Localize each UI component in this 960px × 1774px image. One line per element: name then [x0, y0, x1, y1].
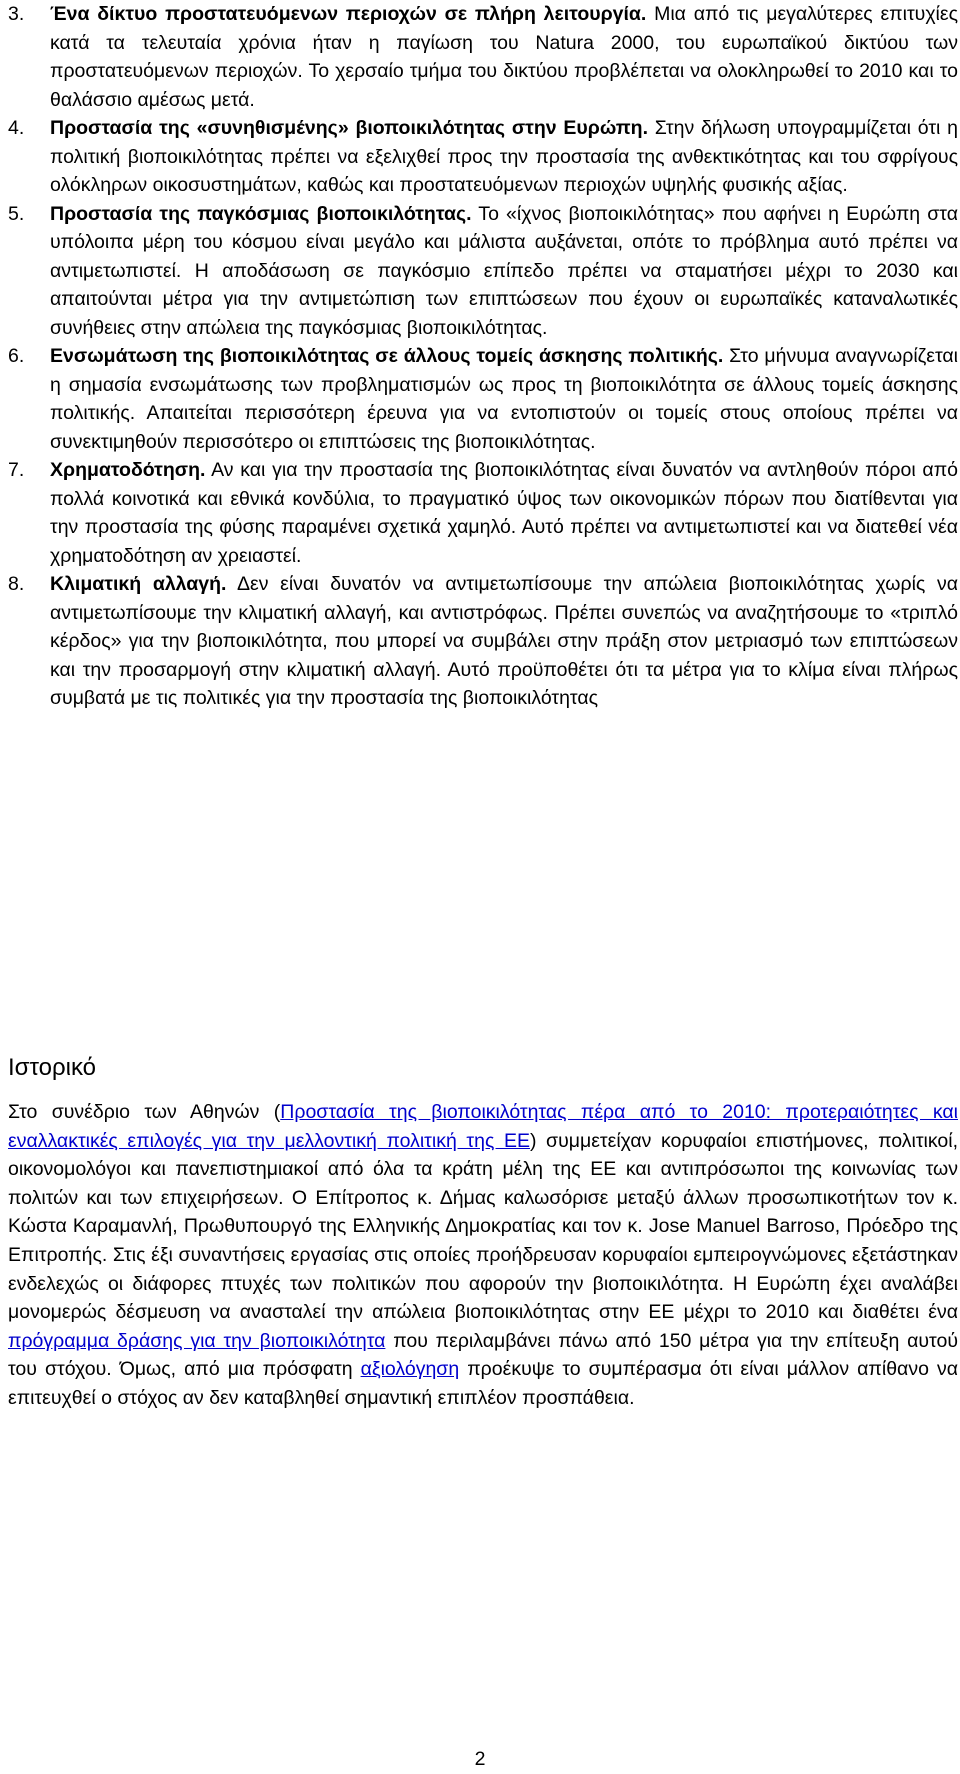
item-number: 4. [8, 117, 25, 139]
item-body: Δεν είναι δυνατόν να αντιμετωπίσουμε την απώλεια βιοποικιλότητας χωρίς να αντιμετωπίσουμε την κλιματική αλλαγή, και αντιστρόφως. Πρέπει συνεπώς να αναζητήσουμε το «τριπλό κέρδος» για την βιοποικιλότητα, που μπορεί να συμβάλει στην πράξη στον μετριασμό των επιπτώσεων και την προσαρμογή στην κλιματική αλλαγή. Αυτό προϋποθέτει ότι τα μέτρα για το κλίμα είναι πλήρως συμβατά με τις πολιτικές για την προστασία της βιοποικιλότητας [50, 573, 959, 709]
list-item [8, 114, 958, 200]
item-number: 7. [8, 459, 25, 481]
item-body: Στο μήνυμα αναγνωρίζεται η σημασία ενσωμάτωσης των προβληματισμών ως προς τη βιοποικιλότητα σε άλλους τομείς άσκησης πολιτικής. Απαιτείται περισσότερη έρευνα για να εντοπιστούν οι τομείς στους οποίους πρέπει να συνεκτιμηθούν περισσότερο οι επιπτώσεις της βιοποικιλότητας. [50, 345, 959, 453]
item-text [50, 114, 958, 200]
evaluation-link[interactable]: αξιολόγηση [360, 1358, 460, 1381]
item-text [50, 200, 958, 343]
conference-link[interactable]: Προστασία της βιοποικιλότητας πέρα από το 2010: προτεραιότητες και εναλλακτικές επιλογές για την μελλοντική πολιτική της ΕΕ [8, 1101, 958, 1152]
list-item [8, 456, 958, 570]
item-number: 3. [8, 3, 25, 25]
item-number: 5. [8, 202, 25, 225]
item-title: Ένα δίκτυο προστατευόμενων περιοχών σε πλήρη λειτουργία. [50, 3, 647, 25]
list-item [8, 0, 958, 114]
history-paragraph [8, 1098, 958, 1413]
item-number: 8. [8, 573, 25, 595]
item-title: Ενσωμάτωση της βιοποικιλότητας σε άλλους τομείς άσκησης πολιτικής. [50, 345, 724, 367]
list-item [8, 200, 958, 343]
item-title: Χρηματοδότηση. [50, 459, 206, 481]
item-body: Μια από τις μεγαλύτερες επιτυχίες κατά τα τελευταία χρόνια ήταν η παγίωση του Natura 2000, του ευρωπαϊκού δικτύου των προστατευόμενων περιοχών. Το χερσαίο τμήμα του δικτύου προβλέπεται να ολοκληρωθεί το 2010 και το θαλάσσιο αμέσως μετά. [50, 3, 958, 111]
numbered-list [8, 0, 958, 713]
history-text: ) συμμετείχαν κορυφαίοι επιστήμονες, πολιτικοί, οικονομολόγοι και πανεπιστημιακοί από όλα τα κράτη μέλη της ΕΕ και αντιπρόσωποι της κοινωνίας των πολιτών και των επιχειρήσεων. Ο Επίτροπος κ. Δήμας καλωσόρισε μεταξύ άλλων προσωπικοτήτων τον κ. Κώστα Καραμανλή, Πρωθυπουργό της Ελληνικής Δημοκρατίας και τον κ. Jose Manuel Barroso, Πρόεδρο της Επιτροπής. Στις έξι συναντήσεις εργασίας στις οποίες προήδρευσαν κορυφαίοι εμπειρογνώμονες εξετάστηκαν ενδελεχώς οι διάφορες πτυχές των πολιτικών που αφορούν την βιοποικιλότητα. Η Ευρώπη έχει αναλάβει μονομερώς δέσμευση να ανασταλεί την απώλεια βιοποικιλότητας στην ΕΕ μέχρι το 2010 και διαθέτει ένα [8, 1129, 958, 1324]
item-title: Προστασία της παγκόσμιας βιοποικιλότητας. [50, 202, 472, 225]
item-text [50, 0, 958, 114]
item-body: Στην δήλωση υπογραμμίζεται ότι η πολιτική βιοποικιλότητας πρέπει να εξελιχθεί προς την προστασία της ανθεκτικότητας και του σφρίγους ολόκληρων οικοσυστημάτων, καθώς και προστατευόμενων περιοχών υψηλής φυσικής αξίας. [50, 117, 958, 196]
item-text [50, 570, 958, 713]
item-title: Προστασία της «συνηθισμένης» βιοποικιλότητας στην Ευρώπη. [50, 117, 649, 139]
item-text [50, 456, 958, 570]
history-text: προέκυψε το συμπέρασμα ότι είναι μάλλον απίθανο να επιτευχθεί ο στόχος αν δεν καταβληθεί σημαντική επιπλέον προσπάθεια. [8, 1358, 958, 1409]
item-text [50, 342, 958, 456]
list-item [8, 342, 958, 456]
history-text: Στο συνέδριο των Αθηνών ( [8, 1101, 281, 1123]
list-item [8, 570, 958, 713]
item-number: 6. [8, 345, 25, 367]
document-page [8, 0, 958, 1774]
item-body: Αν και για την προστασία της βιοποικιλότητας είναι δυνατόν να αντληθούν πόροι από πολλά κοινοτικά και εθνικά κονδύλια, το πραγματικό ύψος των οικονομικών πόρων που διατίθενται για την προστασία της φύσης παραμένει σχετικά χαμηλό. Αυτό πρέπει να αντιμετωπιστεί και να διατεθεί νέα χρηματοδότηση αν χρειαστεί. [50, 459, 958, 567]
history-text: που περιλαμβάνει πάνω από 150 μέτρα για την επίτευξη αυτού του στόχου. Όμως, από μια πρόσφατη [8, 1329, 958, 1381]
action-plan-link[interactable]: πρόγραμμα δράσης για την βιοποικιλότητα [8, 1329, 386, 1352]
page-number: 2 [474, 1748, 486, 1770]
section-heading: Ιστορικό [8, 1054, 97, 1081]
item-title: Κλιματική αλλαγή. [50, 573, 227, 595]
item-body: Το «ίχνος βιοποικιλότητας» που αφήνει η Ευρώπη στα υπόλοιπα μέρη του κόσμου είναι μεγάλο και μάλιστα αυξάνεται, οπότε το πρόβλημα αυτό πρέπει να αντιμετωπιστεί. Η αποδάσωση σε παγκόσμιο επίπεδο πρέπει να σταματήσει μέχρι το 2030 και απαιτούνται μέτρα για την αντιμετώπιση των επιπτώσεων που έχουν οι ευρωπαϊκές καταναλωτικές συνήθειες στην απώλεια της παγκόσμιας βιοποικιλότητας. [50, 202, 958, 339]
